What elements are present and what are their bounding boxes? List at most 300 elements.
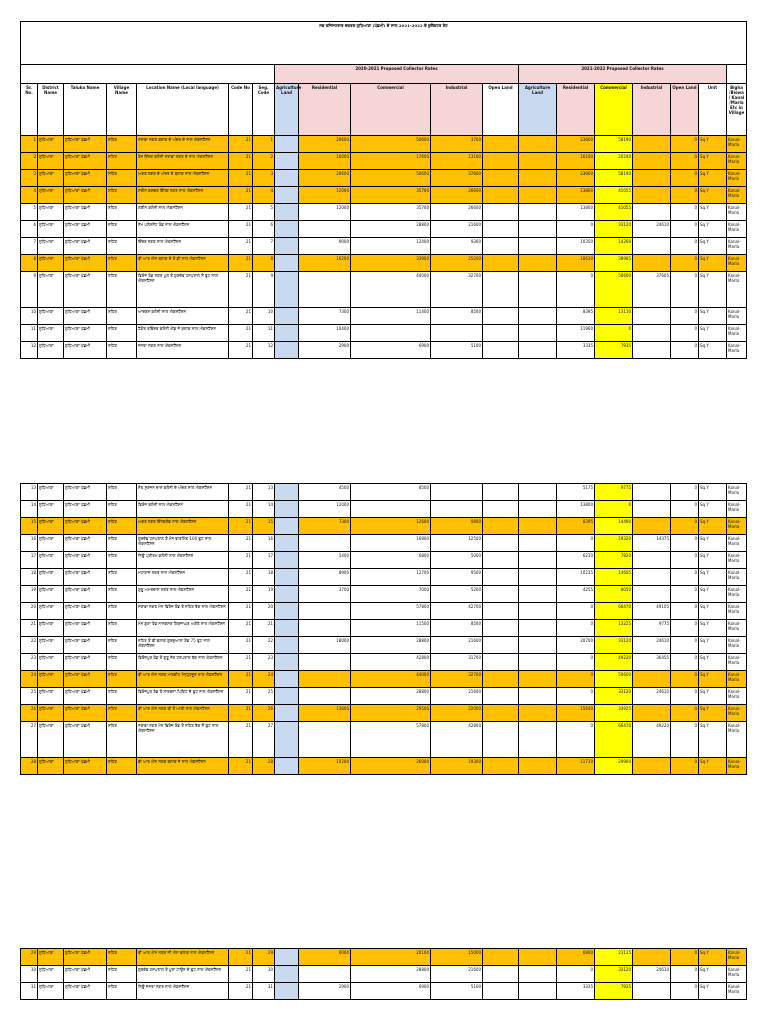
cell-agri-2020 (275, 136, 299, 153)
cell-industrial-2021: 36455 (633, 654, 671, 671)
cell-open-land-2020 (483, 518, 519, 535)
cell-sr-no: 9 (21, 272, 38, 308)
cell-code-no: 21 (229, 255, 253, 272)
cell-district: ਲੁਧਿਆਣਾ (38, 272, 64, 308)
page-title: ਸਬ ਰਜਿਸਟਰਾਰ ਦਫਤਰ ਲੁਧਿਆਣਾ (ਪੱਛਮੀ) ਦੇ ਸਾਲ 2021-2022 ਦੇ ਕੁਲੈਕਟਰ ਰੇਟ (21, 22, 747, 65)
table-row (21, 518, 747, 535)
collector-rate-table-page-3 (20, 948, 747, 1000)
cell-taluka: ਲੁਧਿਆਣਾ ਪੱਛਮੀ (64, 671, 107, 688)
cell-commercial-2021: 14260 (595, 238, 633, 255)
cell-bigha-unit: Kanal-Marla (727, 671, 747, 688)
cell-residential-2021: 13800 (557, 187, 595, 204)
cell-industrial-2021 (633, 949, 671, 966)
cell-bigha-unit: Kanal-Marla (727, 722, 747, 758)
cell-agri-2020 (275, 637, 299, 654)
cell-agri-2020 (275, 688, 299, 705)
header-spacer (21, 65, 275, 84)
cell-sr-no: 5 (21, 204, 38, 221)
cell-village: ਸ਼ਹਿਰ (107, 308, 137, 325)
cell-taluka: ਲੁਧਿਆਣਾ ਪੱਛਮੀ (64, 255, 107, 272)
table-row (21, 204, 747, 221)
cell-seg-code: 21 (253, 620, 275, 637)
cell-residential-2021: 0 (557, 654, 595, 671)
cell-seg-code: 18 (253, 569, 275, 586)
cell-commercial-2020 (351, 501, 431, 518)
cell-commercial-2020: 12700 (351, 569, 431, 586)
cell-village: ਸ਼ਹਿਰ (107, 705, 137, 722)
cell-residential-2021: 16100 (557, 153, 595, 170)
cell-unit: Sq.Y (699, 518, 727, 535)
cell-agri-2021 (519, 949, 557, 966)
cell-village: ਸ਼ਹਿਰ (107, 535, 137, 552)
cell-sr-no: 2 (21, 153, 38, 170)
cell-sr-no: 28 (21, 758, 38, 775)
cell-village: ਸ਼ਹਿਰ (107, 620, 137, 637)
cell-bigha-unit: Kanal-Marla (727, 688, 747, 705)
table-row (21, 255, 747, 272)
cell-code-no: 21 (229, 221, 253, 238)
cell-agri-2021 (519, 705, 557, 722)
cell-taluka: ਲੁਧਿਆਣਾ ਪੱਛਮੀ (64, 238, 107, 255)
cell-code-no: 21 (229, 136, 253, 153)
col-header-location: Location Name (Local language) (137, 84, 229, 136)
cell-agri-2020 (275, 620, 299, 637)
cell-bigha-unit: Kanal-Marla (727, 170, 747, 187)
cell-industrial-2021 (633, 501, 671, 518)
cell-district: ਲੁਧਿਆਣਾ (38, 136, 64, 153)
cell-unit: Sq.Y (699, 238, 727, 255)
cell-sr-no: 31 (21, 983, 38, 1000)
table-row (21, 325, 747, 342)
cell-location: ਨੇਮ ਪਲੇਸਮੈਂਟ ਰੋਡ ਨਾਲ ਐਕਸਟੈਂਸ਼ਨ (137, 221, 229, 238)
cell-seg-code: 19 (253, 586, 275, 603)
cell-unit: Sq.Y (699, 722, 727, 758)
cell-open-land-2021: 0 (671, 603, 699, 620)
cell-agri-2020 (275, 671, 299, 688)
cell-residential-2021: 11960 (557, 325, 595, 342)
cell-village: ਸ਼ਹਿਰ (107, 552, 137, 569)
cell-seg-code: 10 (253, 308, 275, 325)
table-row (21, 535, 747, 552)
cell-residential-2021: 23660 (557, 136, 595, 153)
cell-agri-2021 (519, 758, 557, 775)
cell-code-no: 21 (229, 758, 253, 775)
cell-industrial-2021 (633, 484, 671, 501)
cell-unit: Sq.Y (699, 484, 727, 501)
table-row (21, 654, 747, 671)
cell-taluka: ਲੁਧਿਆਣਾ ਪੱਛਮੀ (64, 983, 107, 1000)
cell-location: ਬੀ ਆਰ ਐਸ ਨਗਰ ਬਲਾਕ ਜੇ ਨਾਲ ਐਕਸਟੈਂਸ਼ਨ (137, 758, 229, 775)
cell-taluka: ਲੁਧਿਆਣਾ ਪੱਛਮੀ (64, 518, 107, 535)
cell-agri-2020 (275, 758, 299, 775)
cell-residential-2021: 3335 (557, 342, 595, 359)
cell-agri-2021 (519, 603, 557, 620)
cell-residential-2020: 7300 (299, 518, 351, 535)
cell-open-land-2020 (483, 603, 519, 620)
cell-district: ਲੁਧਿਆਣਾ (38, 671, 64, 688)
cell-location: ਗੁਰਦੇਵ ਹਸਪਤਾਲ ਤੋਂ ਪੁਰਾ ਟਾਉਨ ਦੇ ਫੁਟ ਨਾਲ ਐਕਸਟੈਂਸ਼ਨ (137, 966, 229, 983)
cell-district: ਲੁਧਿਆਣਾ (38, 325, 64, 342)
cell-industrial-2021 (633, 518, 671, 535)
cell-industrial-2020: 32700 (431, 272, 483, 308)
cell-industrial-2020 (431, 484, 483, 501)
cell-open-land-2020 (483, 586, 519, 603)
cell-district: ਲੁਧਿਆਣਾ (38, 758, 64, 775)
cell-agri-2021 (519, 983, 557, 1000)
cell-sr-no: 1 (21, 136, 38, 153)
table-row (21, 688, 747, 705)
cell-agri-2021 (519, 238, 557, 255)
cell-commercial-2020: 50600 (351, 136, 431, 153)
cell-village: ਸ਼ਹਿਰ (107, 136, 137, 153)
cell-commercial-2020: 50600 (351, 170, 431, 187)
cell-open-land-2021: 0 (671, 552, 699, 569)
cell-village: ਸ਼ਹਿਰ (107, 484, 137, 501)
cell-commercial-2021: 13225 (595, 620, 633, 637)
cell-industrial-2020: 9400 (431, 518, 483, 535)
cell-village: ਸ਼ਹਿਰ (107, 637, 137, 654)
cell-agri-2021 (519, 153, 557, 170)
cell-village: ਸ਼ਹਿਰ (107, 221, 137, 238)
cell-district: ਲੁਧਿਆਣਾ (38, 204, 64, 221)
cell-location: ਫਿਰੋਜ਼ਪੁਰ ਰੋਡ ਤੋਂ ਗੁਰੂ ਨੇਤ ਹਸਪਤਾਲ ਤੱਕ ਨਾਲ ਐਕਸਟੈਂਸ਼ਨ (137, 654, 229, 671)
cell-village: ਸ਼ਹਿਰ (107, 325, 137, 342)
cell-residential-2020: 5400 (299, 552, 351, 569)
cell-village: ਸ਼ਹਿਰ (107, 272, 137, 308)
cell-village: ਸ਼ਹਿਰ (107, 170, 137, 187)
table-row (21, 308, 747, 325)
cell-location: ਫਿਰੋਜ਼ ਕਲੋਨੀ ਨਾਲ ਐਕਸਟੈਂਸ਼ਨ (137, 501, 229, 518)
cell-agri-2021 (519, 170, 557, 187)
cell-agri-2020 (275, 484, 299, 501)
cell-taluka: ਲੁਧਿਆਣਾ ਪੱਛਮੀ (64, 949, 107, 966)
cell-industrial-2020: 25200 (431, 255, 483, 272)
cell-industrial-2020: 8500 (431, 308, 483, 325)
cell-commercial-2020: 57800 (351, 722, 431, 758)
cell-village: ਸ਼ਹਿਰ (107, 688, 137, 705)
col-header-res: Residential (299, 84, 351, 136)
cell-industrial-2021: 49220 (633, 722, 671, 758)
cell-commercial-2020: 20100 (351, 949, 431, 966)
cell-commercial-2021: 50600 (595, 272, 633, 308)
cell-commercial-2021: 66470 (595, 722, 633, 758)
cell-industrial-2021 (633, 136, 671, 153)
cell-commercial-2021: 41055 (595, 204, 633, 221)
cell-open-land-2021: 0 (671, 949, 699, 966)
cell-district: ਲੁਧਿਆਣਾ (38, 966, 64, 983)
cell-location: ਸਰਾਭਾ ਨਗਰ ਮੇਨ ਫਿਰੋਜ਼ ਰੋਡ ਤੋਂ ਨਹਿਰ ਤੱਕ ਸੌ ਫੁਟ ਨਾਲ ਐਕਸਟੈਂਸ਼ਨ (137, 722, 229, 758)
cell-agri-2021 (519, 342, 557, 359)
cell-bigha-unit: Kanal-Marla (727, 983, 747, 1000)
cell-residential-2021: 0 (557, 722, 595, 758)
cell-code-no: 21 (229, 535, 253, 552)
cell-code-no: 21 (229, 569, 253, 586)
cell-district: ਲੁਧਿਆਣਾ (38, 342, 64, 359)
cell-unit: Sq.Y (699, 637, 727, 654)
cell-seg-code: 1 (253, 136, 275, 153)
cell-location: ਇੰਦਰ ਨਗਰ ਨਾਲ ਐਕਸਟੈਂਸ਼ਨ (137, 238, 229, 255)
cell-sr-no: 8 (21, 255, 38, 272)
cell-industrial-2020: 21600 (431, 966, 483, 983)
cell-residential-2021: 0 (557, 221, 595, 238)
cell-sr-no: 14 (21, 501, 38, 518)
cell-unit: Sq.Y (699, 342, 727, 359)
cell-open-land-2020 (483, 620, 519, 637)
cell-commercial-2020: 28800 (351, 688, 431, 705)
cell-residential-2020: 12000 (299, 204, 351, 221)
cell-commercial-2020: 35700 (351, 187, 431, 204)
cell-agri-2021 (519, 966, 557, 983)
cell-seg-code: 9 (253, 272, 275, 308)
cell-sr-no: 24 (21, 671, 38, 688)
cell-open-land-2020 (483, 758, 519, 775)
table-row (21, 484, 747, 501)
cell-agri-2020 (275, 603, 299, 620)
table-row (21, 170, 747, 187)
cell-code-no: 21 (229, 722, 253, 758)
cell-residential-2020 (299, 272, 351, 308)
cell-unit: Sq.Y (699, 758, 727, 775)
cell-district: ਲੁਧਿਆਣਾ (38, 170, 64, 187)
col-header-unit: Unit (699, 84, 727, 136)
cell-agri-2020 (275, 949, 299, 966)
cell-residential-2021: 15640 (557, 705, 595, 722)
cell-commercial-2021: 33120 (595, 688, 633, 705)
cell-residential-2020: 3700 (299, 586, 351, 603)
cell-taluka: ਲੁਧਿਆਣਾ ਪੱਛਮੀ (64, 705, 107, 722)
cell-village: ਸ਼ਹਿਰ (107, 204, 137, 221)
cell-residential-2021: 10235 (557, 569, 595, 586)
cell-location: ਜਨਤਾ ਨਗਰ ਨਾਲ ਐਕਸਟੈਂਸ਼ਨ (137, 342, 229, 359)
cell-taluka: ਲੁਧਿਆਣਾ ਪੱਛਮੀ (64, 569, 107, 586)
cell-unit: Sq.Y (699, 187, 727, 204)
cell-open-land-2020 (483, 238, 519, 255)
cell-taluka: ਲੁਧਿਆਣਾ ਪੱਛਮੀ (64, 308, 107, 325)
cell-residential-2020 (299, 221, 351, 238)
cell-agri-2021 (519, 221, 557, 238)
cell-residential-2021: 6900 (557, 949, 595, 966)
cell-location: ਟੈਗੋਰ ਰਵਿੰਦਰ ਕਲੋਨੀ ਐਂਡ ਜੇ ਬਲਾਕ ਨਾਲ ਐਕਸਟੈਂਸ਼ਨ (137, 325, 229, 342)
cell-industrial-2020: 22000 (431, 705, 483, 722)
cell-open-land-2020 (483, 501, 519, 518)
cell-taluka: ਲੁਧਿਆਣਾ ਪੱਛਮੀ (64, 170, 107, 187)
cell-location: ਬੀ ਆਰ ਐਸ ਨਗਰ ਮਾਰਕੀਟ ਮੇਨ੍ਹੁਰਜ਼ੂਰ ਨਾਲ ਐਕਸਟੈਂਸ਼ਨ (137, 671, 229, 688)
cell-residential-2021: 18630 (557, 255, 595, 272)
cell-industrial-2020: 3700 (431, 136, 483, 153)
cell-district: ਲੁਧਿਆਣਾ (38, 187, 64, 204)
cell-code-no: 21 (229, 308, 253, 325)
cell-open-land-2020 (483, 187, 519, 204)
cell-taluka: ਲੁਧਿਆਣਾ ਪੱਛਮੀ (64, 654, 107, 671)
cell-industrial-2020: 13100 (431, 153, 483, 170)
cell-location: ਬੀ ਆਰ ਐਸ ਨਗਰ ਜੀ ਐਸ ਬਲਾਕ ਨਾਲ ਐਕਸਟੈਂਸ਼ਨ (137, 949, 229, 966)
cell-industrial-2021 (633, 671, 671, 688)
cell-bigha-unit: Kanal-Marla (727, 603, 747, 620)
cell-unit: Sq.Y (699, 153, 727, 170)
cell-commercial-2021: 20240 (595, 153, 633, 170)
cell-agri-2021 (519, 501, 557, 518)
cell-commercial-2020: 12600 (351, 518, 431, 535)
cell-location: ਗਰੀਨ ਕਲੋਨੀ ਨਾਲ ਐਕਸਟੈਂਸ਼ਨ (137, 204, 229, 221)
cell-district: ਲੁਧਿਆਣਾ (38, 552, 64, 569)
cell-bigha-unit: Kanal-Marla (727, 518, 747, 535)
cell-taluka: ਲੁਧਿਆਣਾ ਪੱਛਮੀ (64, 758, 107, 775)
cell-location: ਬੀ ਆਰ ਐਸ ਨਗਰ ਬੀ ਤੋਂ ਆਈ ਨਾਲ ਐਕਸਟੈਂਸ਼ਨ (137, 705, 229, 722)
cell-industrial-2020: 37600 (431, 170, 483, 187)
cell-taluka: ਲੁਧਿਆਣਾ ਪੱਛਮੀ (64, 535, 107, 552)
cell-seg-code: 4 (253, 187, 275, 204)
cell-bigha-unit: Kanal-Marla (727, 238, 747, 255)
cell-taluka: ਲੁਧਿਆਣਾ ਪੱਛਮੀ (64, 722, 107, 758)
cell-village: ਸ਼ਹਿਰ (107, 671, 137, 688)
cell-village: ਸ਼ਹਿਰ (107, 949, 137, 966)
cell-open-land-2020 (483, 949, 519, 966)
cell-industrial-2021 (633, 153, 671, 170)
cell-code-no: 21 (229, 949, 253, 966)
cell-industrial-2021: 24610 (633, 221, 671, 238)
cell-code-no: 21 (229, 966, 253, 983)
cell-industrial-2021 (633, 255, 671, 272)
cell-code-no: 21 (229, 620, 253, 637)
cell-open-land-2020 (483, 552, 519, 569)
cell-taluka: ਲੁਧਿਆਣਾ ਪੱਛਮੀ (64, 187, 107, 204)
col-header-com2: Commercial (595, 84, 633, 136)
cell-residential-2020 (299, 535, 351, 552)
cell-seg-code: 3 (253, 170, 275, 187)
cell-taluka: ਲੁਧਿਆਣਾ ਪੱਛਮੀ (64, 153, 107, 170)
cell-commercial-2021: 29900 (595, 758, 633, 775)
table-body (21, 949, 747, 1000)
cell-industrial-2021 (633, 552, 671, 569)
cell-agri-2020 (275, 238, 299, 255)
cell-open-land-2020 (483, 221, 519, 238)
cell-sr-no: 30 (21, 966, 38, 983)
cell-commercial-2020: 7000 (351, 586, 431, 603)
cell-unit: Sq.Y (699, 603, 727, 620)
cell-agri-2021 (519, 722, 557, 758)
cell-commercial-2021: 0 (595, 325, 633, 342)
collector-rate-table-page-1 (20, 21, 747, 359)
cell-unit: Sq.Y (699, 272, 727, 308)
cell-location: ਫਿਰੋਜ਼ਪੁਰ ਰੋਡ ਤੋਂ ਨਾਰਥਨਾ ਪਿਕਿਟ ਦੇ ਫੁਟ ਨਾਲ ਐਕਸਟੈਂਸ਼ਨ (137, 688, 229, 705)
cell-code-no: 21 (229, 153, 253, 170)
cell-taluka: ਲੁਧਿਆਣਾ ਪੱਛਮੀ (64, 204, 107, 221)
cell-open-land-2020 (483, 966, 519, 983)
cell-open-land-2020 (483, 153, 519, 170)
cell-seg-code: 24 (253, 671, 275, 688)
col-header-ind2: Industrial (633, 84, 671, 136)
cell-district: ਲੁਧਿਆਣਾ (38, 949, 64, 966)
cell-commercial-2020: 44000 (351, 272, 431, 308)
cell-agri-2021 (519, 484, 557, 501)
cell-residential-2021: 8395 (557, 518, 595, 535)
cell-unit: Sq.Y (699, 671, 727, 688)
cell-commercial-2021: 58190 (595, 136, 633, 153)
cell-sr-no: 20 (21, 603, 38, 620)
cell-taluka: ਲੁਧਿਆਣਾ ਪੱਛਮੀ (64, 620, 107, 637)
cell-village: ਸ਼ਹਿਰ (107, 603, 137, 620)
cell-seg-code: 25 (253, 688, 275, 705)
cell-open-land-2021: 0 (671, 637, 699, 654)
cell-agri-2020 (275, 325, 299, 342)
cell-seg-code: 11 (253, 325, 275, 342)
cell-residential-2020: 9000 (299, 238, 351, 255)
cell-industrial-2020: 9300 (431, 238, 483, 255)
cell-seg-code: 14 (253, 501, 275, 518)
cell-open-land-2021: 0 (671, 342, 699, 359)
cell-agri-2021 (519, 569, 557, 586)
cell-commercial-2021: 38985 (595, 255, 633, 272)
cell-commercial-2020: 57800 (351, 603, 431, 620)
cell-commercial-2020: 16800 (351, 535, 431, 552)
cell-open-land-2021: 0 (671, 758, 699, 775)
cell-residential-2020: 6000 (299, 949, 351, 966)
cell-bigha-unit: Kanal-Marla (727, 758, 747, 775)
cell-seg-code: 30 (253, 966, 275, 983)
table-row (21, 501, 747, 518)
cell-agri-2021 (519, 518, 557, 535)
cell-sr-no: 23 (21, 654, 38, 671)
cell-district: ਲੁਧਿਆਣਾ (38, 586, 64, 603)
cell-seg-code: 26 (253, 705, 275, 722)
cell-residential-2021: 10350 (557, 238, 595, 255)
cell-sr-no: 10 (21, 308, 38, 325)
cell-unit: Sq.Y (699, 705, 727, 722)
cell-industrial-2021 (633, 342, 671, 359)
cell-open-land-2021: 0 (671, 204, 699, 221)
cell-residential-2020: 16000 (299, 153, 351, 170)
cell-open-land-2020 (483, 308, 519, 325)
cell-open-land-2020 (483, 722, 519, 758)
cell-unit: Sq.Y (699, 308, 727, 325)
col-header-open: Open Land (483, 84, 519, 136)
cell-taluka: ਲੁਧਿਆਣਾ ਪੱਛਮੀ (64, 342, 107, 359)
cell-open-land-2020 (483, 983, 519, 1000)
cell-code-no: 21 (229, 325, 253, 342)
cell-residential-2021: 8395 (557, 308, 595, 325)
cell-industrial-2021: 24610 (633, 688, 671, 705)
cell-residential-2020: 10200 (299, 758, 351, 775)
cell-code-no: 21 (229, 637, 253, 654)
cell-taluka: ਲੁਧਿਆਣਾ ਪੱਛਮੀ (64, 552, 107, 569)
cell-open-land-2020 (483, 325, 519, 342)
cell-open-land-2021: 0 (671, 136, 699, 153)
cell-seg-code: 7 (253, 238, 275, 255)
cell-industrial-2020: 21600 (431, 688, 483, 705)
cell-residential-2021: 13800 (557, 204, 595, 221)
cell-open-land-2021: 0 (671, 671, 699, 688)
cell-industrial-2020: 31700 (431, 654, 483, 671)
cell-unit: Sq.Y (699, 255, 727, 272)
cell-taluka: ਲੁਧਿਆਣਾ ਪੱਛਮੀ (64, 501, 107, 518)
cell-industrial-2021 (633, 325, 671, 342)
cell-code-no: 21 (229, 501, 253, 518)
cell-commercial-2021: 33120 (595, 221, 633, 238)
table-row (21, 705, 747, 722)
cell-industrial-2020: 21600 (431, 637, 483, 654)
cell-industrial-2020: 42800 (431, 722, 483, 758)
cell-open-land-2021: 0 (671, 620, 699, 637)
cell-commercial-2021: 7935 (595, 983, 633, 1000)
cell-unit: Sq.Y (699, 170, 727, 187)
cell-village: ਸ਼ਹਿਰ (107, 758, 137, 775)
cell-open-land-2020 (483, 272, 519, 308)
cell-industrial-2020: 5100 (431, 983, 483, 1000)
cell-taluka: ਲੁਧਿਆਣਾ ਪੱਛਮੀ (64, 637, 107, 654)
cell-agri-2020 (275, 308, 299, 325)
table-body (21, 484, 747, 775)
cell-industrial-2020 (431, 501, 483, 518)
